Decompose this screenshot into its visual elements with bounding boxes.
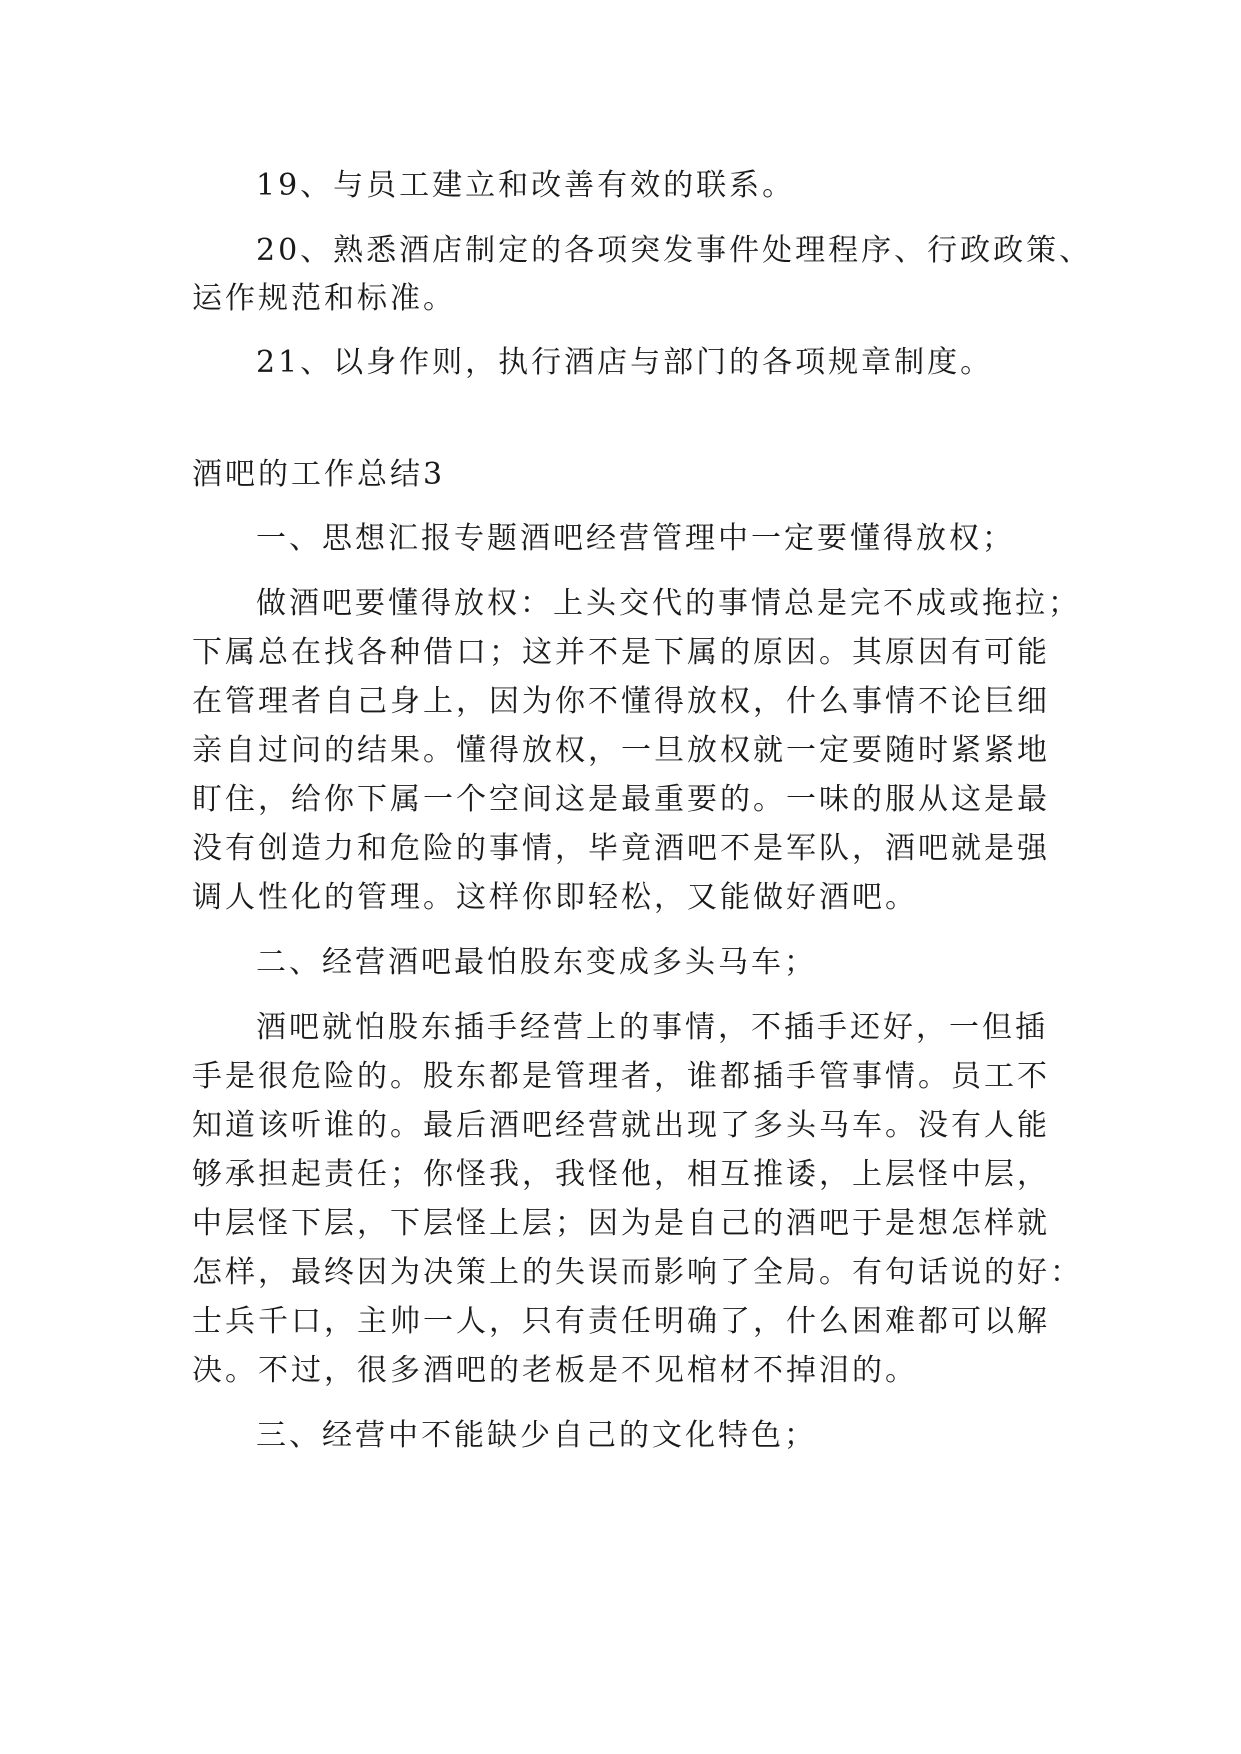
heading-point-1: 一、思想汇报专题酒吧经营管理中一定要懂得放权； xyxy=(256,521,1015,556)
paragraph-line: 亲自过问的结果。懂得放权，一旦放权就一定要随时紧紧地 xyxy=(192,733,1050,768)
paragraph-item-21: 21、以身作则，执行酒店与部门的各项规章制度。 xyxy=(256,345,994,380)
heading-point-3: 三、经营中不能缺少自己的文化特色； xyxy=(256,1418,817,1453)
paragraph-item-20: 20、熟悉酒店制定的各项突发事件处理程序、行政政策、 xyxy=(256,233,1093,268)
heading-point-2: 二、经营酒吧最怕股东变成多头马车； xyxy=(256,945,817,980)
paragraph-line: 下属总在找各种借口；这并不是下属的原因。其原因有可能 xyxy=(192,635,1050,670)
paragraph-line: 盯住，给你下属一个空间这是最重要的。一味的服从这是最 xyxy=(192,782,1050,817)
paragraph-line: 知道该听谁的。最后酒吧经营就出现了多头马车。没有人能 xyxy=(192,1108,1050,1143)
paragraph-line: 手是很危险的。股东都是管理者，谁都插手管事情。员工不 xyxy=(192,1059,1050,1094)
paragraph-line: 决。不过，很多酒吧的老板是不见棺材不掉泪的。 xyxy=(192,1353,918,1388)
paragraph-line: 做酒吧要懂得放权：上头交代的事情总是完不成或拖拉； xyxy=(256,586,1081,621)
paragraph-line: 士兵千口，主帅一人，只有责任明确了，什么困难都可以解 xyxy=(192,1304,1050,1339)
section-title: 酒吧的工作总结3 xyxy=(192,457,446,492)
paragraph-item-19: 19、与员工建立和改善有效的联系。 xyxy=(256,168,796,203)
paragraph-line: 怎样，最终因为决策上的失误而影响了全局。有句话说的好： xyxy=(192,1255,1083,1290)
paragraph-line: 够承担起责任；你怪我，我怪他，相互推诿，上层怪中层， xyxy=(192,1157,1050,1192)
paragraph-line: 调人性化的管理。这样你即轻松，又能做好酒吧。 xyxy=(192,880,918,915)
paragraph-item-20-cont: 运作规范和标准。 xyxy=(192,281,456,316)
paragraph-line: 没有创造力和危险的事情，毕竟酒吧不是军队，酒吧就是强 xyxy=(192,831,1050,866)
paragraph-line: 酒吧就怕股东插手经营上的事情，不插手还好，一但插 xyxy=(256,1010,1048,1045)
paragraph-line: 在管理者自己身上，因为你不懂得放权，什么事情不论巨细 xyxy=(192,684,1050,719)
paragraph-line: 中层怪下层，下层怪上层；因为是自己的酒吧于是想怎样就 xyxy=(192,1206,1050,1241)
